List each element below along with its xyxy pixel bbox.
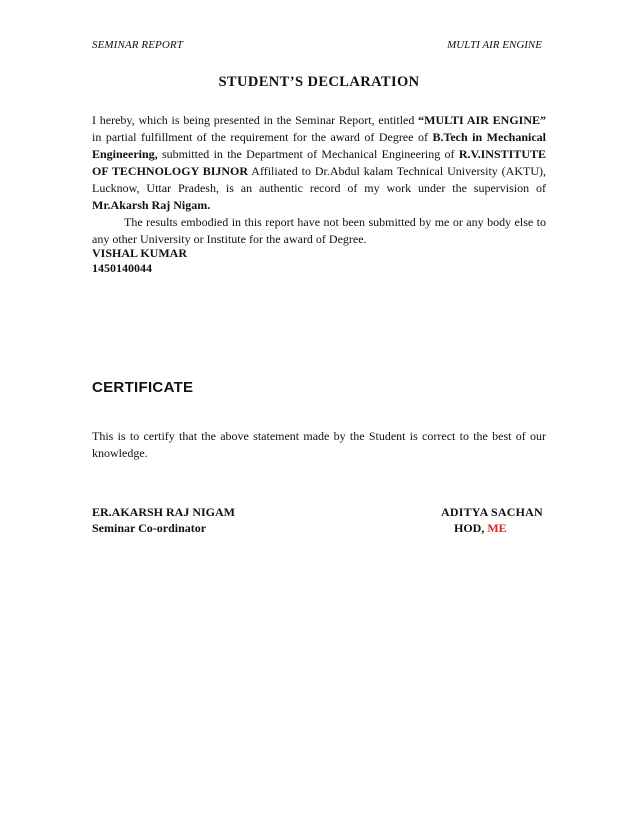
seminar-title: “MULTI AIR ENGINE” (418, 113, 546, 127)
coordinator-role: Seminar Co-ordinator (92, 521, 207, 535)
declaration-text-a: I hereby, which is being presented in the Seminar Report, entitled (92, 113, 419, 127)
supervisor-name: Mr.Akarsh Raj Nigam. (92, 198, 211, 212)
declaration-paragraph (92, 112, 546, 248)
declaration-text-c: submitted in the Department of Mechanical Engineering of (157, 147, 459, 161)
degree-name: B.Tech in Mechanical Engineering, (92, 130, 546, 161)
declaration-paragraph-2: The results embodied in this report have not been submitted by me or any body else to any other University or Institute for the award of Degree. (92, 215, 546, 246)
coordinator-name: ER.AKARSH RAJ NIGAM (92, 505, 236, 519)
hod-department: ME (487, 521, 507, 535)
certificate-text: This is to certify that the above statement made by the Student is correct to the best of our knowledge. (92, 429, 546, 460)
declaration-text-b: in partial fulfillment of the requirement for the award of Degree of (92, 130, 433, 144)
declaration-text-d: Affiliated to Dr.Abdul kalam Technical University (AKTU), Lucknow, Uttar Pradesh, is an authentic record of my work under the supervision of (92, 164, 546, 195)
hod-name: ADITYA SACHAN (441, 505, 543, 519)
institute-name: R.V.INSTITUTE OF TECHNOLOGY BIJNOR (92, 147, 546, 178)
header-left: SEMINAR REPORT (92, 39, 183, 51)
hod-role (454, 521, 507, 536)
student-name: VISHAL KUMAR (92, 246, 188, 260)
header-right: MULTI AIR ENGINE (447, 39, 542, 51)
student-roll-number: 1450140044 (92, 261, 152, 275)
hod-role-prefix: HOD, (454, 521, 488, 535)
declaration-title: STUDENT’S DECLARATION (218, 74, 420, 90)
certificate-title: CERTIFICATE (92, 379, 194, 396)
